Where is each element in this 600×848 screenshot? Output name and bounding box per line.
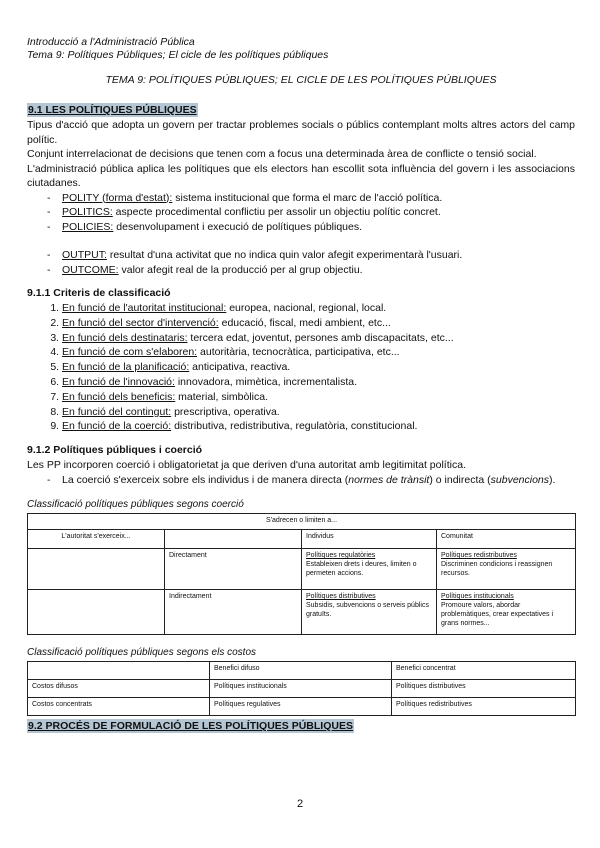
table-cell [28,549,165,590]
term-polity: POLITY (forma d'estat): [62,191,173,204]
running-header-title: Introducció a l'Administració Pública [27,36,195,48]
criterion-text: educació, fiscal, medi ambient, etc... [218,316,391,329]
table-cell [28,590,165,635]
table-cell: Polítiques redistributives [392,698,576,716]
list-item [47,473,575,488]
section-heading-9-1: 9.1 LES POLÍTIQUES PÚBLIQUES [28,104,197,116]
table-caption-costs: Classificació polítiques públiques segons els costos [27,647,257,659]
coercion-text: ). [549,473,556,486]
table-cell [302,549,437,590]
list-item [62,405,575,420]
coercion-table [27,513,576,635]
criterion-term: En funció del contingut: [62,405,172,418]
criterion-term: En funció de la planificació: [62,361,190,374]
list-item [62,316,575,331]
table-cell: Indirectament [165,590,302,635]
list-item [47,248,575,263]
list-item [47,263,575,278]
list-item [47,220,575,235]
table-cell: Individus [302,530,437,549]
list-item [62,390,575,405]
page-number: 2 [296,798,304,810]
policy-text: Discriminen condicions i reassignen recursos. [441,561,553,578]
policy-title: Polítiques institucionals [441,593,514,601]
coercion-list [27,473,575,488]
policy-text: Promoure valors, abordar problemàtiques, crear expectatives i grans normes... [441,602,554,628]
list-item [62,301,575,316]
criterion-text: innovadora, mimètica, incrementalista. [174,375,358,388]
criterion-text: europea, nacional, regional, local. [226,302,387,314]
coercion-example-direct: normes de trànsit [348,473,430,486]
table-cell: Polítiques institucionals [210,680,392,698]
section-heading-9-2: 9.2 PROCÉS DE FORMULACIÓ DE LES POLÍTIQUES PÚBLIQUES [28,720,353,733]
coercion-example-indirect: subvencions [490,473,550,486]
policy-title: Polítiques regulatòries [306,552,376,560]
table-cell: Benefici difuso [210,662,392,680]
list-item [47,205,575,220]
term-text: aspecte procedimental conflictiu per assolir un objectiu polític concret. [112,206,441,218]
criterion-text: prescriptiva, operativa. [171,405,280,418]
table-row [28,530,576,549]
document-page [27,36,575,734]
table-row [28,514,576,530]
table-cell: Benefici concentrat [392,662,576,680]
table-cell [165,530,302,549]
criterion-term: En funció de com s'elaboren: [62,346,198,359]
subsection-heading-9-1-2: 9.1.2 Polítiques públiques i coerció [27,444,203,457]
term-policies: POLICIES: [62,220,114,233]
term-politics: POLITICS: [62,206,113,218]
criterion-text: material, simbòlica. [175,390,269,403]
term-output: OUTPUT: [62,249,107,261]
criterion-term: En funció de la coerció: [62,420,172,433]
table-row [28,680,576,698]
list-item [62,331,575,346]
criterion-term: En funció dels destinataris: [62,331,188,344]
coercion-text: La coerció s'exerceix sobre els individus i de manera directa ( [62,473,349,486]
term-text: resultat d'una activitat que no indica quin valor afegit experimentarà l'usuari. [106,249,463,261]
term-text: sistema institucional que forma el marc de l'acció política. [172,191,443,204]
table-cell: Comunitat [437,530,576,549]
table-cell: Costos difusos [28,680,210,698]
list-item [47,191,575,206]
policy-text: Estableixen drets i deures, limiten o permeten accions. [306,561,417,578]
costs-table [27,661,576,716]
coercion-text: ) o indirecta ( [429,473,491,486]
table-cell [28,662,210,680]
term-text: desenvolupament i execució de polítiques públiques. [113,220,363,233]
table-cell [437,590,576,635]
list-item [62,360,575,375]
table-cell: Polítiques distributives [392,680,576,698]
running-header-subtitle: Tema 9: Polítiques Públiques; El cicle de les polítiques públiques [27,49,329,61]
table-cell: Polítiques regulatives [210,698,392,716]
policy-text: Subsidis, subvencions o serveis públics gratuïts. [306,602,429,619]
table-row [28,662,576,680]
paragraph-definition: Tipus d'acció que adopta un govern per tractar problemes socials o públics contemplant molts altres actors del camp polític. [27,119,575,146]
criterion-text: tercera edat, joventut, persones amb discapacitats, etc... [187,331,454,344]
subsection-heading-9-1-1: 9.1.1 Criteris de classificació [27,287,171,299]
paragraph-coercion: Les PP incorporen coerció i obligatorietat ja que deriven d'una autoritat amb legitimitat política. [27,459,466,472]
table-cell: Directament [165,549,302,590]
table-cell [437,549,576,590]
term-outcome: OUTCOME: [62,263,119,276]
output-list [27,248,575,277]
criterion-term: En funció del sector d'intervenció: [62,316,219,329]
criterion-text: autoritària, tecnocràtica, participativa, etc... [197,346,400,359]
paragraph-decisions: Conjunt interrelacionat de decisions que tenen com a focus una determinada àrea de conflicte o tensió social. [27,148,537,160]
list-item [62,345,575,360]
table-cell: Costos concentrats [28,698,210,716]
table-row [28,698,576,716]
table-cell: L'autoritat s'exerceix... [28,530,165,549]
table-cell: S'adrecen o limiten a... [28,514,576,530]
criteria-list [27,301,575,434]
criterion-term: En funció dels beneficis: [62,390,176,403]
criterion-term: En funció de l'autoritat institucional: [62,302,227,314]
criterion-text: distributiva, redistributiva, regulatòria, constitucional. [171,420,418,433]
paragraph-administration: L'administració pública aplica les polítiques que els electors han escollit sota influència del govern i les associacions ciutadanes. [27,162,575,189]
table-cell [302,590,437,635]
table-caption-coercion: Classificació polítiques públiques segons coerció [27,499,244,511]
document-title: TEMA 9: POLÍTIQUES PÚBLIQUES; EL CICLE DE LES POLÍTIQUES PÚBLIQUES [105,74,497,86]
table-row [28,549,576,590]
list-item [62,419,575,434]
term-text: valor afegit real de la producció per al grup objectiu. [118,263,363,276]
table-row [28,590,576,635]
policy-title: Polítiques redistributives [441,552,517,560]
definitions-list [27,191,575,235]
list-item [62,375,575,390]
policy-title: Polítiques distributives [306,593,376,601]
criterion-text: anticipativa, reactiva. [189,361,291,374]
criterion-term: En funció de l'innovació: [62,375,175,388]
